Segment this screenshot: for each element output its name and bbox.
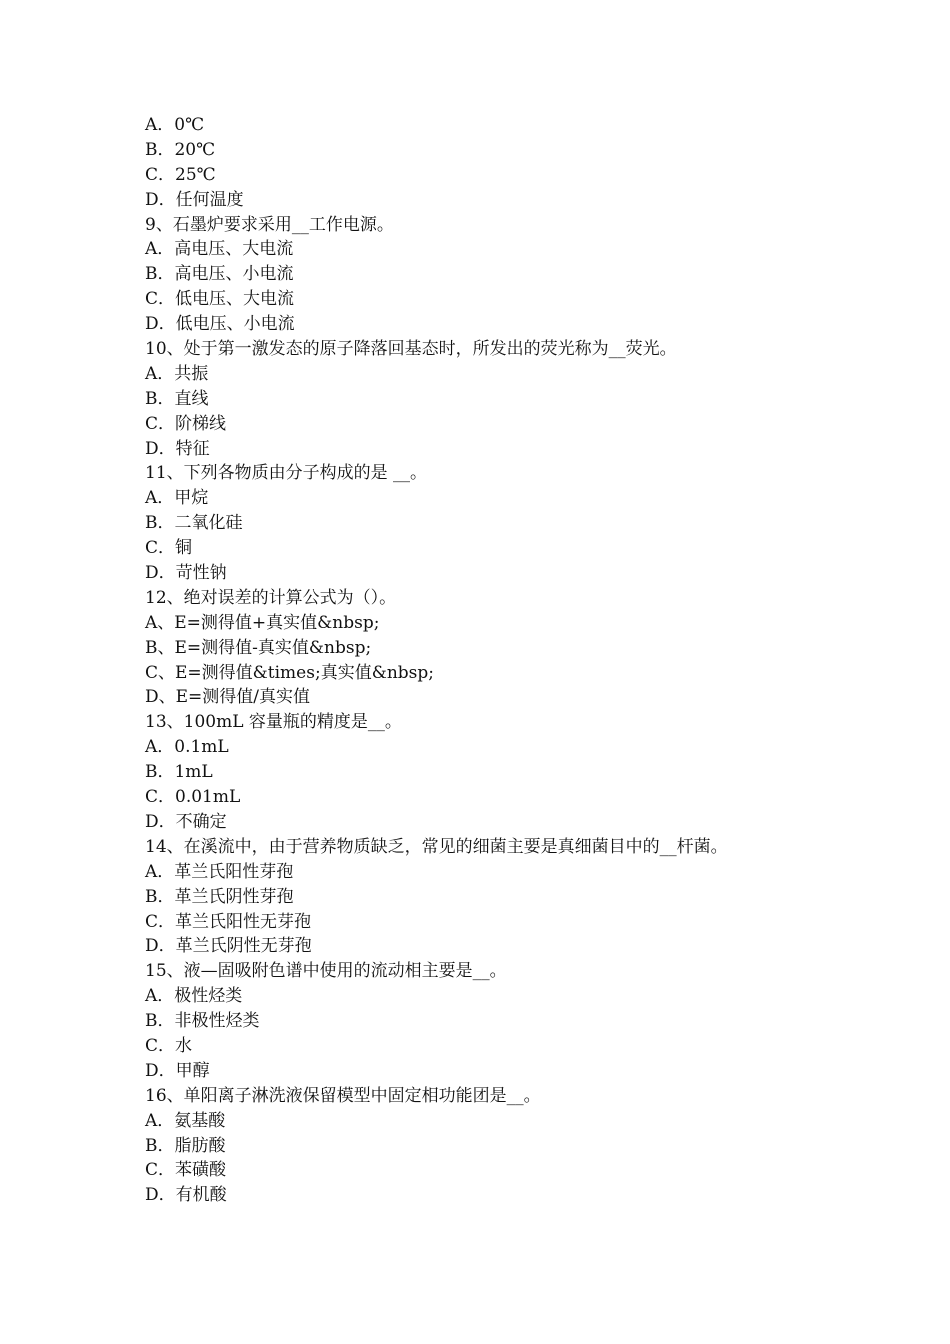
option-line: A．0℃	[145, 115, 205, 135]
option-line: A、E=测得值+真实值&nbsp;	[145, 612, 380, 633]
option-line: C．水	[145, 1035, 193, 1056]
option-line: B．20℃	[145, 139, 216, 160]
option-line: D．特征	[145, 438, 210, 459]
option-line: C、E=测得值&times;真实值&nbsp;	[145, 662, 434, 683]
option-line: C．阶梯线	[145, 413, 227, 434]
question-line: 9、石墨炉要求采用__工作电源。	[145, 214, 394, 235]
option-line: A．极性烃类	[145, 986, 243, 1007]
option-line: A．0.1mL	[145, 737, 229, 758]
question-line: 13、100mL 容量瓶的精度是__。	[145, 712, 402, 733]
option-line: C．铜	[145, 538, 193, 559]
option-line: D．革兰氏阴性无芽孢	[145, 936, 312, 957]
option-line: B．非极性烃类	[145, 1011, 260, 1032]
option-line: B、E=测得值-真实值&nbsp;	[145, 637, 372, 658]
option-line: D．苛性钠	[145, 563, 227, 584]
option-line: C．0.01mL	[145, 787, 241, 808]
question-line: 11、下列各物质由分子构成的是 __。	[145, 463, 428, 484]
question-line: 12、绝对误差的计算公式为（）。	[145, 587, 397, 608]
option-line: A．共振	[145, 363, 209, 384]
option-line: D、E=测得值/真实值	[145, 687, 311, 708]
option-line: A．氨基酸	[145, 1110, 226, 1131]
option-line: D．低电压、小电流	[145, 314, 295, 335]
option-line: B．高电压、小电流	[145, 264, 294, 285]
option-line: B．二氧化硅	[145, 513, 243, 534]
option-line: A．革兰氏阳性芽孢	[145, 861, 294, 882]
option-line: D．有机酸	[145, 1185, 227, 1206]
option-line: B．1mL	[145, 762, 213, 783]
option-line: B．脂肪酸	[145, 1135, 226, 1156]
question-line: 16、单阳离子淋洗液保留模型中固定相功能团是__。	[145, 1085, 541, 1106]
option-line: A．高电压、大电流	[145, 239, 294, 260]
question-line: 14、在溪流中，由于营养物质缺乏，常见的细菌主要是真细菌目中的__杆菌。	[145, 836, 728, 857]
option-line: C．苯磺酸	[145, 1160, 227, 1181]
option-line: C．低电压、大电流	[145, 289, 295, 310]
option-line: C．25℃	[145, 164, 216, 185]
option-line: A．甲烷	[145, 488, 209, 509]
option-line: B．革兰氏阴性芽孢	[145, 886, 294, 907]
option-line: D．甲醇	[145, 1060, 210, 1081]
option-line: C．革兰氏阳性无芽孢	[145, 911, 312, 932]
question-line: 15、液—固吸附色谱中使用的流动相主要是__。	[145, 961, 507, 982]
question-line: 10、处于第一激发态的原子降落回基态时，所发出的荧光称为__荧光。	[145, 339, 677, 360]
question-list	[145, 113, 905, 1208]
option-line: B．直线	[145, 388, 209, 409]
option-line: D．不确定	[145, 811, 227, 832]
option-line: D．任何温度	[145, 189, 244, 210]
